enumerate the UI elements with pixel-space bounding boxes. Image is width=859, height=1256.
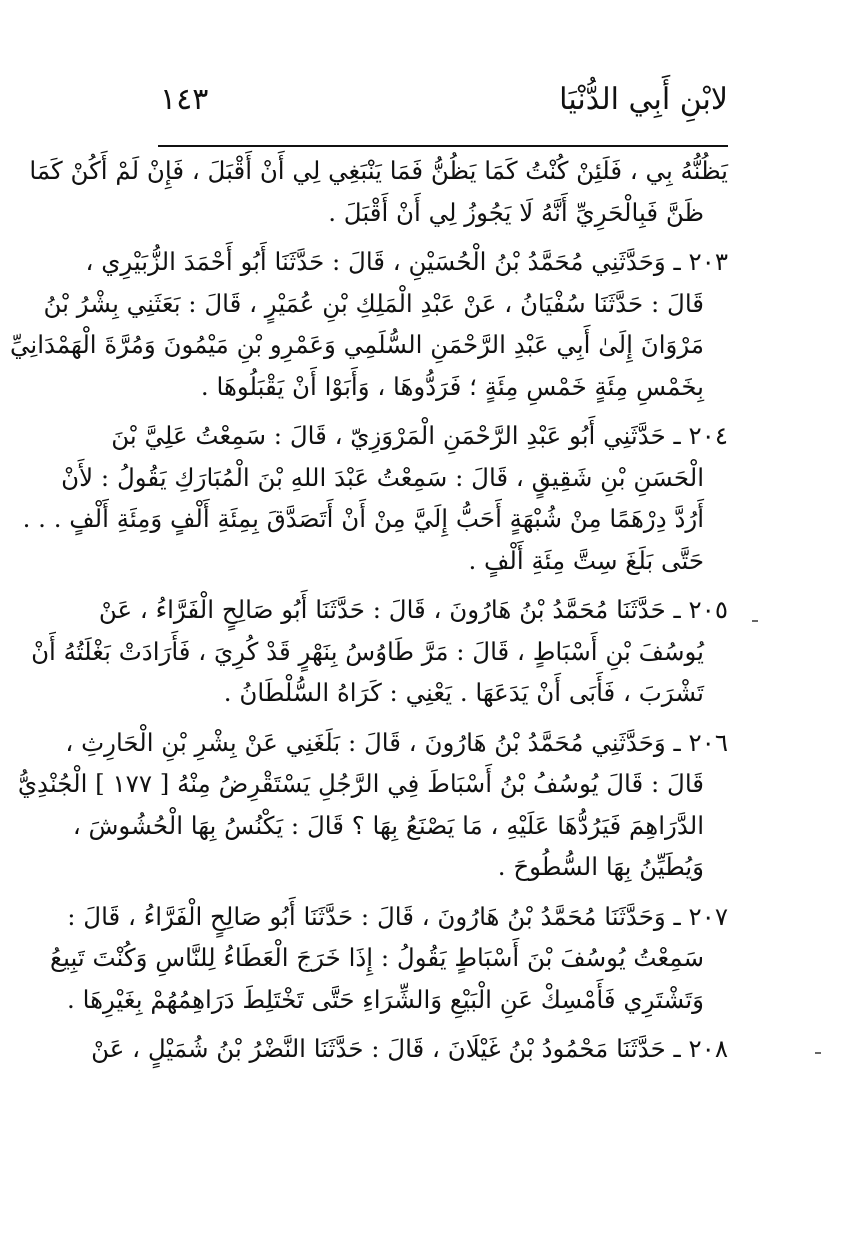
text-line: حَتَّى بَلَغَ سِتَّ مِئَةِ أَلْفٍ .: [468, 545, 704, 575]
text-line: ٢٠٧ ـ وَحَدَّثَنَا مُحَمَّدُ بْنُ هَارُونَ ، قَالَ : حَدَّثَنَا أَبُو صَالِحٍ الْفَرَّاءُ ، قَالَ :: [67, 901, 728, 931]
text-line: وَيُطَيِّنُ بِهَا السُّطُوحَ .: [497, 852, 704, 881]
text-line: تَشْرَبَ ، فَأَبَى أَنْ يَدَعَهَا . يَعْنِي : كَرَاهُ السُّلْطَانُ .: [223, 678, 704, 707]
text-line: بِخَمْسِ مِئَةٍ خَمْسِ مِئَةٍ ؛ فَرَدُّوهَا ، وَأَبَوْا أَنْ يَقْبَلُوهَا .: [200, 371, 704, 401]
header-rule: [158, 145, 728, 147]
text-line: ٢٠٦ ـ وَحَدَّثَنِي مُحَمَّدُ بْنُ هَارُونَ ، قَالَ : بَلَغَنِي عَنْ بِشْرِ بْنِ الْحَارِثِ ،: [65, 727, 728, 757]
paragraph-203: [9, 241, 728, 407]
text-line: ٢٠٤ ـ حَدَّثَنِي أَبُو عَبْدِ الرَّحْمَنِ الْمَرْوَزِيّ ، قَالَ : سَمِعْتُ عَلِيَّ بْنَ: [111, 421, 728, 450]
margin-mark: [815, 1052, 821, 1054]
paragraph-208: [91, 1028, 728, 1070]
text-line: مَرْوَانَ إِلَىٰ أَبِي عَبْدِ الرَّحْمَنِ السُّلَمِي وَعَمْرِو بْنِ مَيْمُونَ وَمُرَّةَ الْهَمْدَانِيِّ: [9, 330, 704, 359]
text-line: ٢٠٥ ـ حَدَّثَنَا مُحَمَّدُ بْنُ هَارُونَ ، قَالَ : حَدَّثَنَا أَبُو صَالِحٍ الْفَرَّاءُ ، عَنْ: [98, 595, 728, 624]
text-line: قَالَ : حَدَّثَنَا سُفْيَانُ ، عَنْ عَبْدِ الْمَلِكِ بْنِ عُمَيْرٍ ، قَالَ : بَعَثَنِي بِشْرُ بْنُ: [43, 288, 704, 318]
text-line: ٢٠٣ ـ وَحَدَّثَنِي مُحَمَّدُ بْنُ الْحُسَيْنِ ، قَالَ : حَدَّثَنَا أَبُو أَحْمَدَ الزُّبَيْرِي ،: [85, 247, 728, 276]
page-number: ١٤٣: [160, 82, 209, 117]
paragraph-207: [50, 896, 728, 1021]
text-line: يَظُنُّهُ بِي ، فَلَئِنْ كُنْتُ كَمَا يَظُنُّ فَمَا يَنْبَغِي لِي أَنْ أَقْبَلَ ، فَإِنْ لَمْ أَكُنْ كَمَا: [29, 156, 728, 185]
text-line: وَتَشْتَرِي فَأَمْسِكْ عَنِ الْبَيْعِ وَالشِّرَاءِ حَتَّى تَخْتَلِطَ دَرَاهِمُهُمْ بِغَيْرِهَا .: [67, 984, 704, 1014]
running-header: [160, 78, 728, 122]
text-line: يُوسُفَ بْنِ أَسْبَاطٍ ، قَالَ : مَرَّ طَاوُسُ بِنَهْرٍ قَدْ كُرِيَ ، فَأَرَادَتْ بَغْلَتُهُ أَنْ: [31, 636, 704, 666]
body-text: [9, 150, 728, 1070]
paragraph-206: [17, 722, 728, 888]
text-line: الْحَسَنِ بْنِ شَقِيقٍ ، قَالَ : سَمِعْتُ عَبْدَ اللهِ بْنَ الْمُبَارَكِ يَقُولُ : لأَنْ: [61, 462, 704, 492]
margin-mark: [752, 620, 758, 622]
running-title: لابْنِ أَبِي الدُّنْيَا: [559, 82, 728, 117]
text-line: قَالَ : قَالَ يُوسُفُ بْنُ أَسْبَاطَ فِي الرَّجُلِ يَسْتَقْرِضُ مِنْهُ [ ١٧٧ ] الْجُنْدِيُّ: [17, 769, 704, 798]
paragraph-204: [22, 415, 728, 581]
paragraph-continuation: [29, 150, 728, 233]
text-line: ظَنَّ فَبِالْحَرِيِّ أَنَّهُ لَا يَجُوزُ لِي أَنْ أَقْبَلَ .: [328, 197, 704, 227]
text-line: الدَّرَاهِمَ فَيَرُدُّهَا عَلَيْهِ ، مَا يَصْنَعُ بِهَا ؟ قَالَ : يَكْنُسُ بِهَا الْحُشُوشَ ،: [72, 810, 704, 840]
text-line: أَرُدَّ دِرْهَمًا مِنْ شُبْهَةٍ أَحَبُّ إِلَيَّ مِنْ أَنْ أَتَصَدَّقَ بِمِئَةِ أَلْفٍ وَمِئَةِ أَلْفٍ . . .: [22, 504, 704, 533]
text-line: ٢٠٨ ـ حَدَّثَنَا مَحْمُودُ بْنُ غَيْلَانَ ، قَالَ : حَدَّثَنَا النَّضْرُ بْنُ شُمَيْلٍ ، عَنْ: [91, 1034, 728, 1063]
text-line: سَمِعْتُ يُوسُفَ بْنَ أَسْبَاطٍ يَقُولُ : إِذَا خَرَجَ الْعَطَاءُ لِلنَّاسِ وَكُنْتَ تَبِيعُ: [50, 943, 704, 972]
paragraph-205: [31, 589, 728, 714]
